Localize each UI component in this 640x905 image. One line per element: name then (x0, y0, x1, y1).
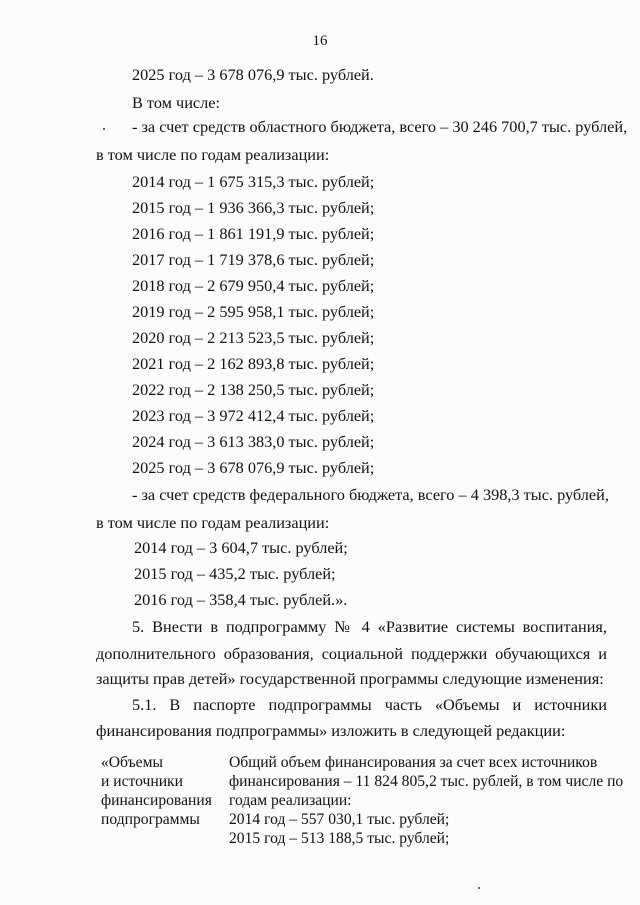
regional-budget-line: - за счет средств областного бюджета, всего – 30 246 700,7 тыс. рублей, (132, 117, 628, 136)
value-line: Общий объем финансирования за счет всех источников (229, 754, 598, 771)
paragraph-line: 5.1. В паспорте подпрограммы часть «Объемы и источники (132, 695, 607, 714)
list-item: 2021 год – 2 162 893,8 тыс. рублей; (132, 354, 375, 373)
value-line: финансирования – 11 824 805,2 тыс. рублей, в том числе по (229, 773, 624, 790)
list-item: 2015 год – 1 936 366,3 тыс. рублей; (132, 198, 375, 217)
federal-budget-line: - за счет средств федерального бюджета, всего – 4 398,3 тыс. рублей, (132, 485, 609, 504)
label-line: подпрограммы (101, 811, 200, 828)
list-item: 2014 год – 3 604,7 тыс. рублей; (134, 538, 348, 557)
list-item: 2017 год – 1 719 378,6 тыс. рублей; (132, 250, 375, 269)
list-item: 2025 год – 3 678 076,9 тыс. рублей; (132, 458, 375, 477)
label-line: финансирования (101, 792, 212, 809)
scan-speck (103, 128, 105, 130)
paragraph-line: защиты прав детей» государственной программы следующие изменения: (96, 669, 604, 688)
federal-years-intro: в том числе по годам реализации: (96, 513, 330, 532)
value-line: годам реализации: (229, 792, 352, 809)
value-line: 2015 год – 513 188,5 тыс. рублей; (229, 830, 450, 847)
value-line: 2014 год – 557 030,1 тыс. рублей; (229, 811, 450, 828)
list-item: 2020 год – 2 213 523,5 тыс. рублей; (132, 328, 375, 347)
paragraph-line: финансирования подпрограммы» изложить в следующей редакции: (96, 721, 566, 740)
label-line: и источники (101, 773, 183, 790)
scan-speck (478, 887, 480, 889)
label-line: «Объемы (101, 754, 163, 771)
paragraph-line: 5. Внести в подпрограмму № 4 «Развитие системы воспитания, (132, 617, 607, 636)
total-2025-line: 2025 год – 3 678 076,9 тыс. рублей. (132, 65, 374, 84)
list-item: 2019 год – 2 595 958,1 тыс. рублей; (132, 302, 375, 321)
list-item: 2014 год – 1 675 315,3 тыс. рублей; (132, 172, 375, 191)
list-item: 2024 год – 3 613 383,0 тыс. рублей; (132, 432, 375, 451)
passport-table (0, 754, 640, 854)
paragraph-line: дополнительного образования, социальной поддержки обучающихся и (96, 644, 607, 663)
list-item: 2016 год – 1 861 191,9 тыс. рублей; (132, 224, 375, 243)
list-item: 2015 год – 435,2 тыс. рублей; (134, 564, 336, 583)
list-item: 2018 год – 2 679 950,4 тыс. рублей; (132, 276, 375, 295)
page-number: 16 (312, 33, 328, 49)
regional-years-intro: в том числе по годам реализации: (96, 145, 330, 164)
including-heading: В том числе: (132, 93, 221, 112)
list-item: 2022 год – 2 138 250,5 тыс. рублей; (132, 380, 375, 399)
list-item: 2016 год – 358,4 тыс. рублей.». (134, 590, 348, 609)
list-item: 2023 год – 3 972 412,4 тыс. рублей; (132, 406, 375, 425)
